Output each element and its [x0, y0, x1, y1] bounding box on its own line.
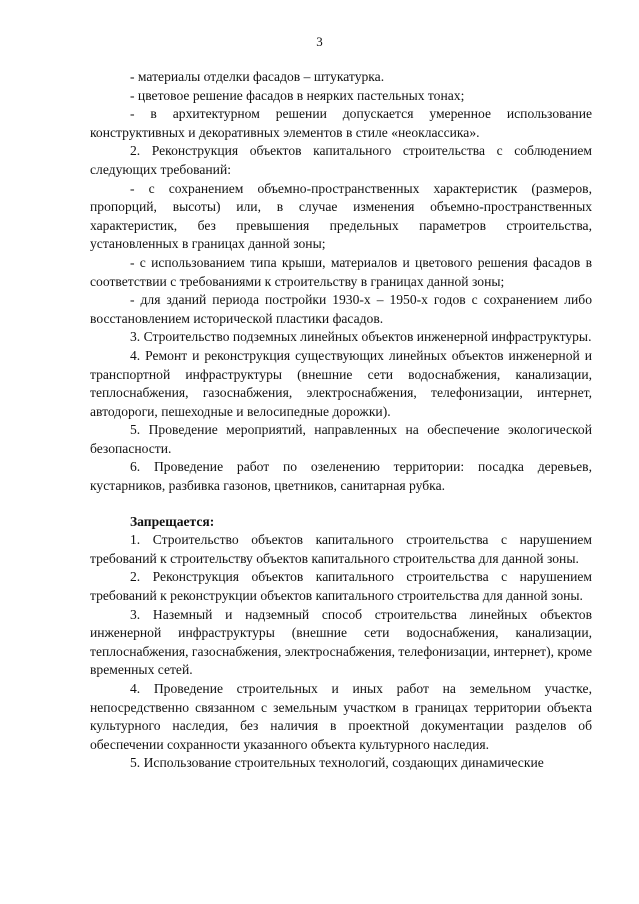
- prohibited-item: 3. Наземный и надземный способ строительства линейных объектов инженерной инфраструктуры (внешние сети водоснабжения, канализации, теплоснабжения, газоснабжения, электроснабжения, телефонизации, интернет), кроме временных сетей.: [90, 606, 592, 678]
- prohibited-item: 5. Использование строительных технологий, создающих динамические: [130, 755, 544, 771]
- paragraph: 2. Реконструкция объектов капитального строительства с соблюдением следующих требований:: [90, 143, 592, 177]
- paragraph: 5. Проведение мероприятий, направленных на обеспечение экологической безопасности.: [90, 422, 592, 456]
- section-heading: Запрещается:: [130, 513, 215, 529]
- page-number: 3: [316, 34, 323, 49]
- paragraph: - для зданий периода постройки 1930-х – 1950-х годов с сохранением либо восстановлением исторической пластики фасадов.: [90, 292, 592, 326]
- prohibited-item: 4. Проведение строительных и иных работ на земельном участке, непосредственно связанном с земельным участком в границах территории объекта культурного наследия, без наличия в проектной документации разделов об обеспечении сохранности указанного объекта культурного наследия.: [90, 681, 592, 752]
- prohibited-item: 1. Строительство объектов капитального строительства с нарушением требований к строительству объектов капитального строительства для данной зоны.: [90, 532, 592, 566]
- paragraph: - с сохранением объемно-пространственных характеристик (размеров, пропорций, высоты) или, в случае изменения объемно-пространственных характеристик, без превышения предельных параметров строительства, установленных в границах данной зоны;: [90, 180, 592, 252]
- paragraph: 4. Ремонт и реконструкция существующих линейных объектов инженерной и транспортной инфраструктуры (внешние сети водоснабжения, канализации, теплоснабжения, газоснабжения, электроснабжения, телефонизации, интернет, автодороги, пешеходные и велосипедные дорожки).: [90, 347, 592, 419]
- paragraph: - материалы отделки фасадов – штукатурка.: [130, 69, 385, 84]
- paragraph: - в архитектурном решении допускается умеренное использование конструктивных и декоративных элементов в стиле «неоклассика».: [90, 106, 592, 140]
- paragraph: 6. Проведение работ по озеленению территории: посадка деревьев, кустарников, разбивка газонов, цветников, санитарная рубка.: [90, 459, 592, 494]
- document-body: [90, 68, 592, 773]
- paragraph: 3. Строительство подземных линейных объектов инженерной инфраструктуры.: [130, 329, 592, 345]
- paragraph: - с использованием типа крыши, материалов и цветового решения фасадов в соответствии с требованиями к строительству в границах данной зоны;: [90, 254, 592, 289]
- prohibited-item: 2. Реконструкция объектов капитального строительства с нарушением требований к реконструкции объектов капитального строительства для данной зоны.: [90, 569, 592, 604]
- paragraph: - цветовое решение фасадов в неярких пастельных тонах;: [130, 87, 465, 103]
